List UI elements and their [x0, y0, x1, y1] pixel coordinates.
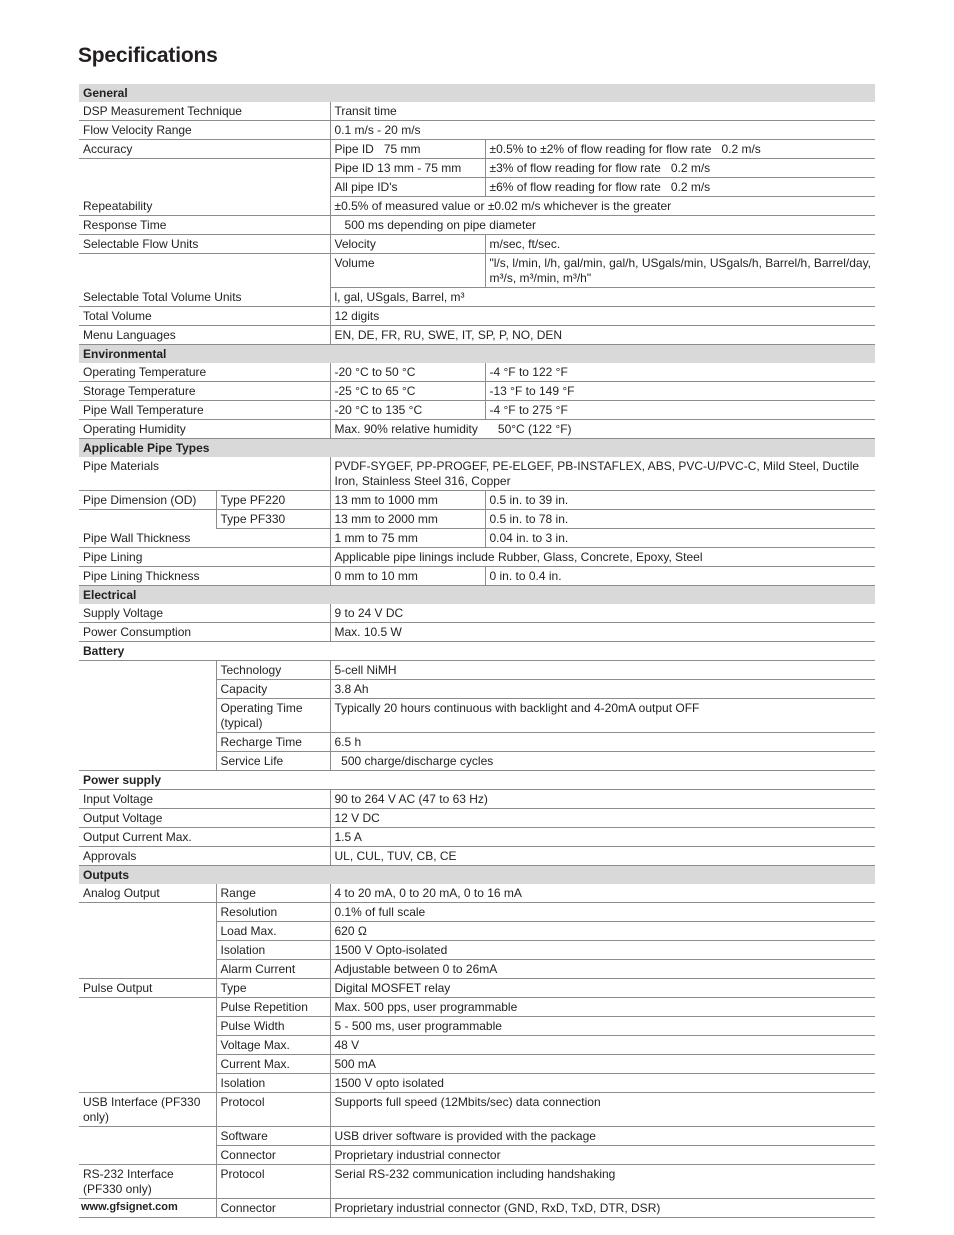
spec-row: [79, 1199, 875, 1218]
spec-cell: 0.1% of full scale: [330, 903, 875, 922]
spec-cell: ±0.5% to ±2% of flow reading for flow rate 0.2 m/s: [485, 140, 875, 159]
spec-cell: Volume: [330, 254, 485, 288]
section-title: Outputs: [79, 866, 875, 885]
section-title: Environmental: [79, 345, 875, 364]
spec-cell: "l/s, l/min, l/h, gal/min, gal/h, USgals/min, USgals/h, Barrel/h, Barrel/day, m³/s, m³/min, m³/h": [485, 254, 875, 288]
spec-row: [79, 1055, 875, 1074]
spec-cell: All pipe ID's: [330, 178, 485, 197]
spec-cell: m/sec, ft/sec.: [485, 235, 875, 254]
spec-cell: Proprietary industrial connector: [330, 1146, 875, 1165]
spec-row: [79, 922, 875, 941]
spec-cell: Approvals: [79, 847, 330, 866]
spec-cell: Alarm Current: [216, 960, 330, 979]
spec-cell: 13 mm to 2000 mm: [330, 510, 485, 529]
spec-cell: 12 V DC: [330, 809, 875, 828]
spec-empty-cell: [79, 941, 216, 960]
spec-row: [79, 604, 875, 623]
spec-cell: Selectable Flow Units: [79, 235, 330, 254]
spec-row: [79, 884, 875, 903]
spec-cell: Load Max.: [216, 922, 330, 941]
spec-cell: Pipe Dimension (OD): [79, 491, 216, 510]
spec-row: [79, 457, 875, 491]
spec-row: [79, 1093, 875, 1127]
spec-cell: 620 Ω: [330, 922, 875, 941]
spec-empty-cell: [79, 903, 216, 922]
spec-cell: 4 to 20 mA, 0 to 20 mA, 0 to 16 mA: [330, 884, 875, 903]
section-title: Power supply: [79, 771, 875, 790]
spec-row: [79, 288, 875, 307]
spec-cell: 0.5 in. to 39 in.: [485, 491, 875, 510]
spec-cell: -4 °F to 275 °F: [485, 401, 875, 420]
spec-empty-cell: [79, 699, 216, 733]
spec-row: [79, 979, 875, 998]
spec-cell: -20 °C to 135 °C: [330, 401, 485, 420]
spec-row: [79, 847, 875, 866]
spec-empty-cell: [79, 752, 216, 771]
spec-empty-cell: [79, 1036, 216, 1055]
spec-cell: Range: [216, 884, 330, 903]
spec-empty-cell: [79, 1074, 216, 1093]
spec-cell: Protocol: [216, 1093, 330, 1127]
spec-cell: PVDF-SYGEF, PP-PROGEF, PE-ELGEF, PB-INSTAFLEX, ABS, PVC-U/PVC-C, Mild Steel, Ductile Iron, Stainless Steel 316, Copper: [330, 457, 875, 491]
spec-row: [79, 140, 875, 159]
section-title: Applicable Pipe Types: [79, 439, 875, 458]
spec-cell: USB Interface (PF330 only): [79, 1093, 216, 1127]
spec-cell: Max. 90% relative humidity 50°C (122 °F): [330, 420, 875, 439]
spec-cell: 0 in. to 0.4 in.: [485, 567, 875, 586]
spec-row: [79, 680, 875, 699]
spec-row: [79, 178, 875, 197]
spec-cell: Current Max.: [216, 1055, 330, 1074]
spec-cell: Connector: [216, 1199, 330, 1218]
section-header-row: [79, 84, 875, 102]
spec-row: [79, 326, 875, 345]
spec-cell: Pipe Materials: [79, 457, 330, 491]
spec-empty-cell: [79, 1127, 216, 1146]
spec-empty-cell: [79, 1146, 216, 1165]
spec-cell: Isolation: [216, 1074, 330, 1093]
spec-row: [79, 699, 875, 733]
spec-cell: Isolation: [216, 941, 330, 960]
spec-cell: Type PF220: [216, 491, 330, 510]
spec-cell: Max. 10.5 W: [330, 623, 875, 642]
spec-cell: Pipe ID 75 mm: [330, 140, 485, 159]
spec-row: [79, 941, 875, 960]
spec-row: [79, 661, 875, 680]
spec-row: [79, 903, 875, 922]
spec-cell: Transit time: [330, 102, 875, 121]
spec-empty-cell: [79, 661, 216, 680]
spec-cell: ±0.5% of measured value or ±0.02 m/s whichever is the greater: [330, 197, 875, 216]
spec-cell: 9 to 24 V DC: [330, 604, 875, 623]
spec-row: [79, 790, 875, 809]
section-header-row: [79, 642, 875, 661]
spec-empty-cell: [79, 1055, 216, 1074]
section-header-row: [79, 345, 875, 364]
spec-empty-cell: [79, 680, 216, 699]
spec-cell: Response Time: [79, 216, 330, 235]
spec-empty-cell: [79, 960, 216, 979]
spec-cell: Pulse Width: [216, 1017, 330, 1036]
spec-cell: Accuracy: [79, 140, 330, 159]
spec-cell: Proprietary industrial connector (GND, RxD, TxD, DTR, DSR): [330, 1199, 875, 1218]
section-header-row: [79, 439, 875, 458]
spec-cell: DSP Measurement Technique: [79, 102, 330, 121]
spec-cell: 1500 V opto isolated: [330, 1074, 875, 1093]
spec-row: [79, 828, 875, 847]
spec-cell: Pipe Lining: [79, 548, 330, 567]
spec-empty-cell: [79, 922, 216, 941]
spec-cell: 500 mA: [330, 1055, 875, 1074]
spec-cell: 1500 V Opto-isolated: [330, 941, 875, 960]
spec-row: [79, 1165, 875, 1199]
section-title: Electrical: [79, 586, 875, 605]
spec-row: [79, 1036, 875, 1055]
spec-cell: Input Voltage: [79, 790, 330, 809]
spec-empty-cell: [79, 178, 330, 197]
spec-row: [79, 548, 875, 567]
spec-empty-cell: [79, 159, 330, 178]
spec-row: [79, 420, 875, 439]
spec-cell: Type: [216, 979, 330, 998]
spec-cell: Recharge Time: [216, 733, 330, 752]
spec-cell: 5 - 500 ms, user programmable: [330, 1017, 875, 1036]
page-title: Specifications: [78, 44, 218, 67]
spec-empty-cell: [79, 998, 216, 1017]
spec-cell: Flow Velocity Range: [79, 121, 330, 140]
spec-cell: Pipe Lining Thickness: [79, 567, 330, 586]
spec-cell: Max. 500 pps, user programmable: [330, 998, 875, 1017]
section-title: General: [79, 84, 875, 102]
spec-cell: Technology: [216, 661, 330, 680]
spec-cell: 500 ms depending on pipe diameter: [330, 216, 875, 235]
spec-cell: 1.5 A: [330, 828, 875, 847]
spec-row: [79, 382, 875, 401]
spec-cell: Connector: [216, 1146, 330, 1165]
spec-cell: 6.5 h: [330, 733, 875, 752]
spec-cell: RS-232 Interface (PF330 only): [79, 1165, 216, 1199]
spec-cell: Resolution: [216, 903, 330, 922]
spec-cell: ±3% of flow reading for flow rate 0.2 m/s: [485, 159, 875, 178]
spec-cell: Storage Temperature: [79, 382, 330, 401]
spec-cell: UL, CUL, TUV, CB, CE: [330, 847, 875, 866]
spec-row: [79, 197, 875, 216]
spec-row: [79, 1017, 875, 1036]
spec-row: [79, 733, 875, 752]
spec-cell: Operating Temperature: [79, 363, 330, 382]
spec-cell: Supply Voltage: [79, 604, 330, 623]
spec-empty-cell: [79, 733, 216, 752]
spec-empty-cell: [79, 510, 216, 529]
spec-row: [79, 307, 875, 326]
spec-cell: Applicable pipe linings include Rubber, Glass, Concrete, Epoxy, Steel: [330, 548, 875, 567]
spec-cell: Serial RS-232 communication including handshaking: [330, 1165, 875, 1199]
spec-cell: Repeatability: [79, 197, 330, 216]
spec-cell: 0.5 in. to 78 in.: [485, 510, 875, 529]
spec-cell: Supports full speed (12Mbits/sec) data connection: [330, 1093, 875, 1127]
spec-row: [79, 1074, 875, 1093]
spec-cell: 48 V: [330, 1036, 875, 1055]
spec-cell: 0 mm to 10 mm: [330, 567, 485, 586]
spec-cell: -20 °C to 50 °C: [330, 363, 485, 382]
spec-row: [79, 510, 875, 529]
spec-row: [79, 121, 875, 140]
spec-cell: -13 °F to 149 °F: [485, 382, 875, 401]
spec-cell: Menu Languages: [79, 326, 330, 345]
spec-cell: Power Consumption: [79, 623, 330, 642]
spec-row: [79, 254, 875, 288]
spec-cell: Digital MOSFET relay: [330, 979, 875, 998]
spec-row: [79, 102, 875, 121]
spec-cell: Pipe Wall Thickness: [79, 529, 330, 548]
spec-cell: 1 mm to 75 mm: [330, 529, 485, 548]
spec-cell: -4 °F to 122 °F: [485, 363, 875, 382]
spec-cell: l, gal, USgals, Barrel, m³: [330, 288, 875, 307]
spec-cell: Software: [216, 1127, 330, 1146]
spec-cell: Voltage Max.: [216, 1036, 330, 1055]
spec-row: [79, 752, 875, 771]
spec-cell: Protocol: [216, 1165, 330, 1199]
section-header-row: [79, 586, 875, 605]
spec-empty-cell: [79, 1017, 216, 1036]
spec-row: [79, 998, 875, 1017]
spec-row: [79, 1127, 875, 1146]
spec-cell: Operating Humidity: [79, 420, 330, 439]
spec-cell: 500 charge/discharge cycles: [330, 752, 875, 771]
spec-row: [79, 401, 875, 420]
spec-row: [79, 529, 875, 548]
spec-cell: Pulse Output: [79, 979, 216, 998]
spec-cell: USB driver software is provided with the package: [330, 1127, 875, 1146]
spec-cell: ±6% of flow reading for flow rate 0.2 m/s: [485, 178, 875, 197]
spec-row: [79, 159, 875, 178]
spec-cell: Typically 20 hours continuous with backlight and 4-20mA output OFF: [330, 699, 875, 733]
section-header-row: [79, 771, 875, 790]
spec-cell: Pipe ID 13 mm - 75 mm: [330, 159, 485, 178]
spec-cell: 3.8 Ah: [330, 680, 875, 699]
spec-cell: Service Life: [216, 752, 330, 771]
specifications-table: [79, 84, 875, 1218]
spec-cell: EN, DE, FR, RU, SWE, IT, SP, P, NO, DEN: [330, 326, 875, 345]
section-title: Battery: [79, 642, 875, 661]
spec-cell: Analog Output: [79, 884, 216, 903]
spec-row: [79, 491, 875, 510]
spec-cell: Velocity: [330, 235, 485, 254]
spec-cell: 12 digits: [330, 307, 875, 326]
spec-cell: -25 °C to 65 °C: [330, 382, 485, 401]
spec-row: [79, 1146, 875, 1165]
spec-cell: Output Voltage: [79, 809, 330, 828]
spec-cell: 13 mm to 1000 mm: [330, 491, 485, 510]
spec-row: [79, 567, 875, 586]
spec-empty-cell: [79, 254, 330, 288]
spec-cell: Selectable Total Volume Units: [79, 288, 330, 307]
spec-cell: 0.1 m/s - 20 m/s: [330, 121, 875, 140]
spec-row: [79, 235, 875, 254]
spec-cell: 5-cell NiMH: [330, 661, 875, 680]
spec-cell: Operating Time (typical): [216, 699, 330, 733]
spec-cell: 90 to 264 V AC (47 to 63 Hz): [330, 790, 875, 809]
spec-cell: Type PF330: [216, 510, 330, 529]
spec-row: [79, 960, 875, 979]
spec-row: [79, 363, 875, 382]
spec-cell: Output Current Max.: [79, 828, 330, 847]
section-header-row: [79, 866, 875, 885]
specifications-table-body: [79, 84, 875, 1218]
spec-cell: Total Volume: [79, 307, 330, 326]
spec-cell: Pipe Wall Temperature: [79, 401, 330, 420]
spec-cell: Capacity: [216, 680, 330, 699]
spec-cell: 0.04 in. to 3 in.: [485, 529, 875, 548]
spec-cell: Adjustable between 0 to 26mA: [330, 960, 875, 979]
spec-row: [79, 809, 875, 828]
footer-website: www.gfsignet.com: [81, 1201, 178, 1213]
spec-cell: Pulse Repetition: [216, 998, 330, 1017]
spec-row: [79, 623, 875, 642]
spec-row: [79, 216, 875, 235]
